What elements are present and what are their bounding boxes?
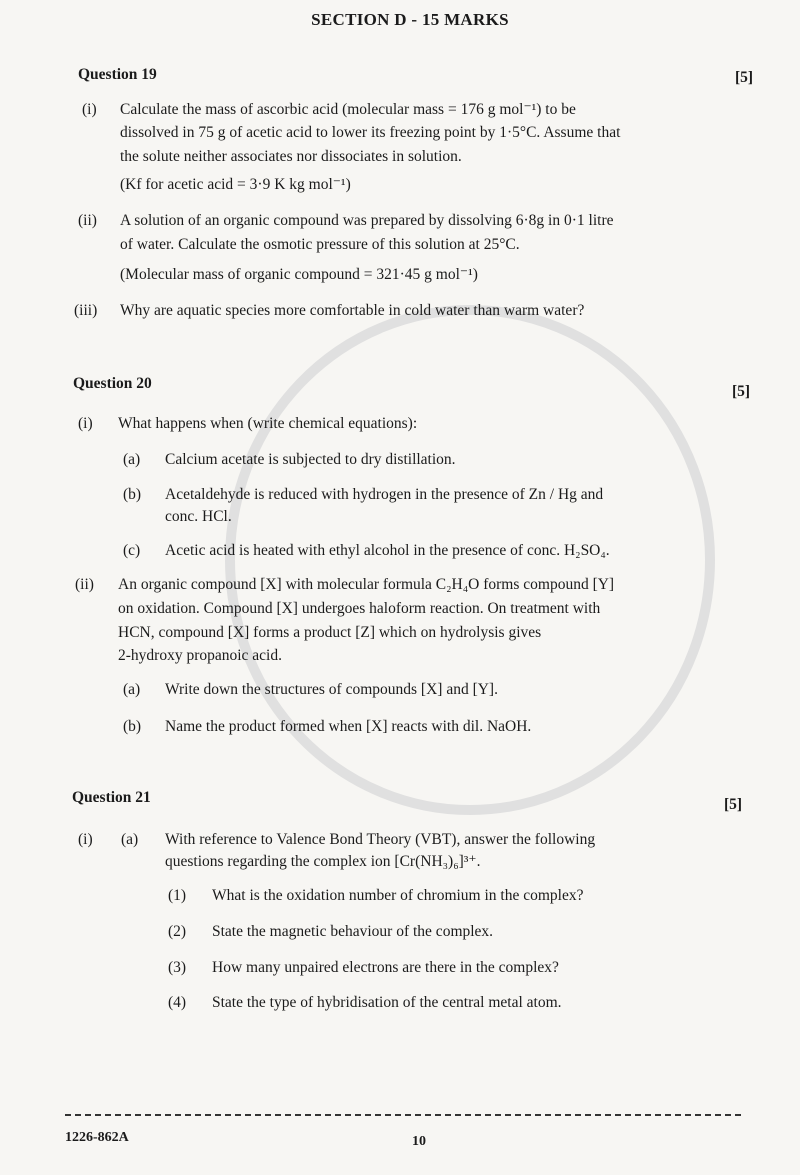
q20-ii-a-text: Write down the structures of compounds [X] and [Y]. [165,681,498,698]
q19-ii-line: A solution of an organic compound was prepared by dissolving 6·8g in 0·1 litre [120,212,614,229]
q19-ii-number: (ii) [78,212,97,229]
q20-ii-line: on oxidation. Compound [X] undergoes haloform reaction. On treatment with [118,600,601,617]
q20-ii-line: 2-hydroxy propanoic acid. [118,647,282,664]
q21-i-number: (i) [78,831,93,848]
q19-iii-text: Why are aquatic species more comfortable in cold water than warm water? [120,302,585,319]
q21-i-a-line: With reference to Valence Bond Theory (VBT), answer the following [165,831,596,848]
q20-ii-b-number: (b) [123,718,142,735]
q19-i-line: Calculate the mass of ascorbic acid (molecular mass = 176 g mol⁻¹) to be [120,101,576,118]
q20-i-a-text: Calcium acetate is subjected to dry distillation. [165,451,456,468]
q20-i-b-number: (b) [123,486,142,503]
q19-i-number: (i) [82,101,97,118]
q21-item-text: State the type of hybridisation of the central metal atom. [212,994,562,1011]
q20-ii-line: An organic compound [X] with molecular formula C₂H₄O forms compound [Y] [118,576,615,593]
q21-item-text: How many unpaired electrons are there in the complex? [212,959,559,976]
q21-item-text: State the magnetic behaviour of the complex. [212,923,494,940]
q19-i-note: (Kf for acetic acid = 3·9 K kg mol⁻¹) [120,176,351,193]
q20-i-b-line: conc. HCl. [165,508,232,525]
q21-item-number: (4) [168,994,187,1011]
q21-item-text: What is the oxidation number of chromium in the complex? [212,887,584,904]
q19-i-line: the solute neither associates nor dissociates in solution. [120,148,462,165]
question-19-marks: [5] [735,69,754,86]
q20-i-c-number: (c) [123,542,141,559]
q19-ii-line: of water. Calculate the osmotic pressure of this solution at 25°C. [120,236,520,253]
question-21-marks: [5] [724,796,743,813]
q20-ii-line: HCN, compound [X] forms a product [Z] which on hydrolysis gives [118,624,542,641]
page-number: 10 [412,1134,426,1149]
q20-ii-a-number: (a) [123,681,141,698]
q19-i-line: dissolved in 75 g of acetic acid to lower its freezing point by 1·5°C. Assume that [120,124,621,141]
q20-i-c-text: Acetic acid is heated with ethyl alcohol in the presence of conc. H₂SO₄. [165,542,610,559]
q20-i-a-number: (a) [123,451,141,468]
question-21-heading: Question 21 [72,789,151,806]
q21-item-number: (2) [168,923,187,940]
q19-iii-number: (iii) [74,302,98,319]
paper-code: 1226-862A [65,1130,129,1145]
q20-ii-b-text: Name the product formed when [X] reacts with dil. NaOH. [165,718,532,735]
q20-i-text: What happens when (write chemical equations): [118,415,418,432]
q20-i-b-line: Acetaldehyde is reduced with hydrogen in the presence of Zn / Hg and [165,486,604,503]
q21-item-number: (3) [168,959,187,976]
question-19-heading: Question 19 [78,66,157,83]
q20-ii-number: (ii) [75,576,94,593]
footer-divider [65,1114,741,1116]
question-20-heading: Question 20 [73,375,152,392]
section-title: SECTION D - 15 MARKS [311,10,509,29]
question-20-marks: [5] [732,383,751,400]
q21-i-a-line: questions regarding the complex ion [Cr(NH₃)₆]³⁺. [165,853,481,870]
q21-i-a-number: (a) [121,831,139,848]
q20-i-number: (i) [78,415,93,432]
q19-ii-note: (Molecular mass of organic compound = 321·45 g mol⁻¹) [120,266,478,283]
q21-item-number: (1) [168,887,187,904]
